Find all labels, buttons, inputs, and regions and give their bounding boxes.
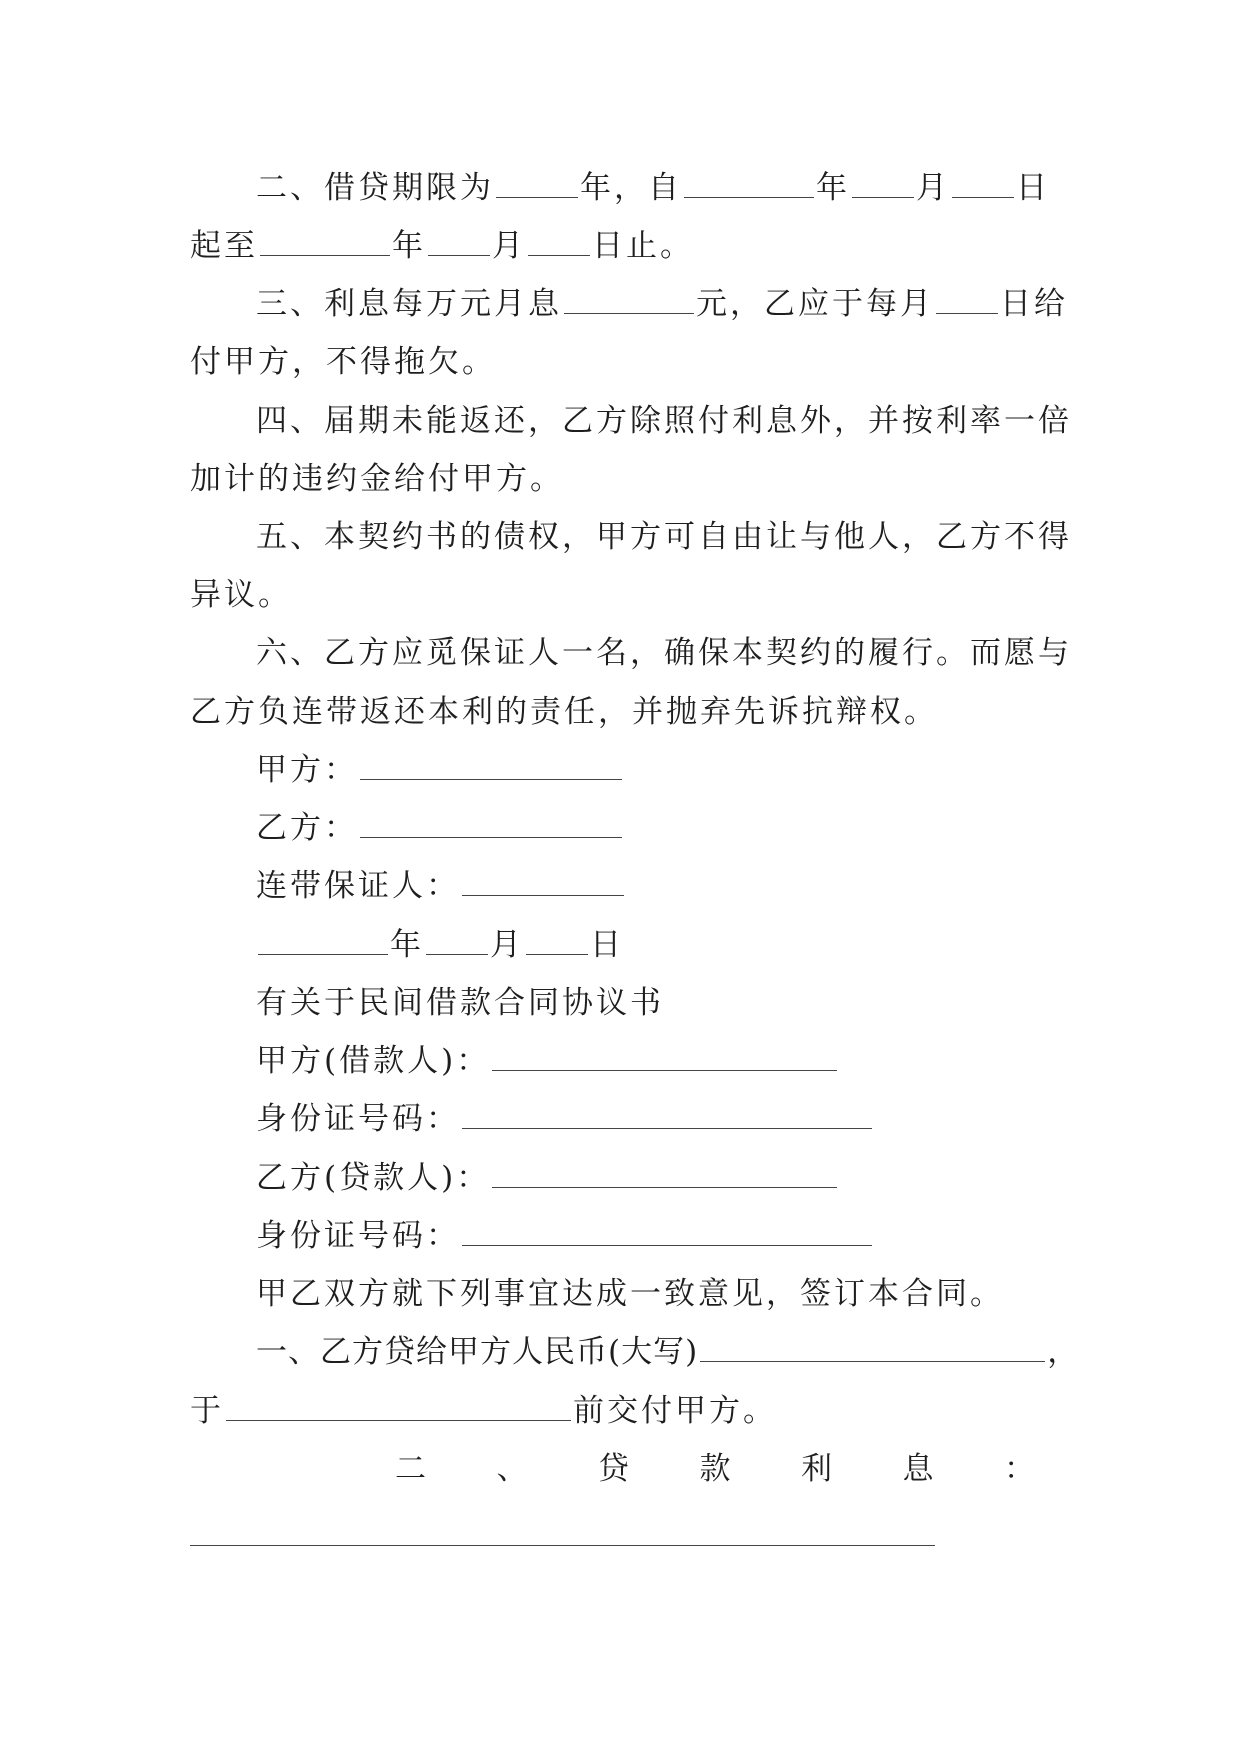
- clause-1-line-1: 一、乙方贷给甲方人民币(大写) ，: [256, 1334, 1080, 1370]
- party-a-signature: 甲方：: [256, 750, 1126, 790]
- blank-end-day: [528, 229, 590, 256]
- agreement-intro: 甲乙双方就下列事宜达成一致意见，签订本合同。: [256, 1276, 1004, 1312]
- blank-start-year: [684, 171, 814, 198]
- party-b-signature: 乙方：: [256, 808, 1126, 848]
- blank-end-month: [428, 229, 490, 256]
- guarantor-signature: 连带保证人：: [256, 866, 1126, 906]
- blank-interest: [564, 287, 694, 314]
- blank-delivery-date: [226, 1394, 571, 1421]
- blank-pay-day: [936, 287, 998, 314]
- blank-interest-line: [190, 1545, 935, 1546]
- blank-sign-month: [426, 928, 488, 955]
- clause-4-line-1: 四、届期未能返还，乙方除照付利息外，并按利率一倍: [256, 403, 1072, 439]
- blank-amount: [700, 1335, 1045, 1362]
- blank-borrower-id: [462, 1102, 872, 1129]
- clause-2-line-2: 起至 年 月 日止。: [190, 228, 694, 264]
- clause-6-line-1: 六、乙方应觅保证人一名，确保本契约的履行。而愿与: [256, 635, 1072, 671]
- blank-end-year: [260, 229, 390, 256]
- blank-sign-year: [258, 928, 388, 955]
- borrower-line: 甲方(借款人)：: [256, 1041, 1126, 1081]
- lender-line: 乙方(贷款人)：: [256, 1158, 1126, 1198]
- lender-id-line: 身份证号码：: [256, 1216, 1126, 1256]
- clause-5-line-1: 五、本契约书的债权，甲方可自由让与他人，乙方不得: [256, 519, 1072, 555]
- blank-party-a: [360, 753, 622, 780]
- clause-2-line-1: 二、借贷期限为 年，自 年 月 日: [256, 170, 1050, 206]
- signing-date: 年 月 日: [256, 925, 1126, 965]
- clause-3-line-1: 三、利息每万元月息 元，乙应于每月 日给: [256, 286, 1068, 322]
- blank-lender: [492, 1161, 837, 1188]
- blank-guarantor: [462, 869, 624, 896]
- clause-6-line-2: 乙方负连带返还本利的责任，并抛弃先诉抗辩权。: [190, 694, 938, 730]
- clause-5-line-2: 异议。: [190, 577, 292, 613]
- blank-borrower: [492, 1044, 837, 1071]
- blank-sign-day: [526, 928, 588, 955]
- blank-start-day: [952, 171, 1014, 198]
- clause-2-loan-interest: 二 、 贷 款 利 息 ：: [395, 1451, 1035, 1487]
- clause-3-line-2: 付甲方，不得拖欠。: [190, 344, 496, 380]
- borrower-id-line: 身份证号码：: [256, 1099, 1126, 1139]
- blank-years: [496, 171, 578, 198]
- section-title: 有关于民间借款合同协议书: [256, 985, 664, 1021]
- clause-4-line-2: 加计的违约金给付甲方。: [190, 461, 564, 497]
- blank-lender-id: [462, 1219, 872, 1246]
- clause-1-line-2: 于 前交付甲方。: [190, 1393, 777, 1429]
- blank-start-month: [852, 171, 914, 198]
- blank-party-b: [360, 811, 622, 838]
